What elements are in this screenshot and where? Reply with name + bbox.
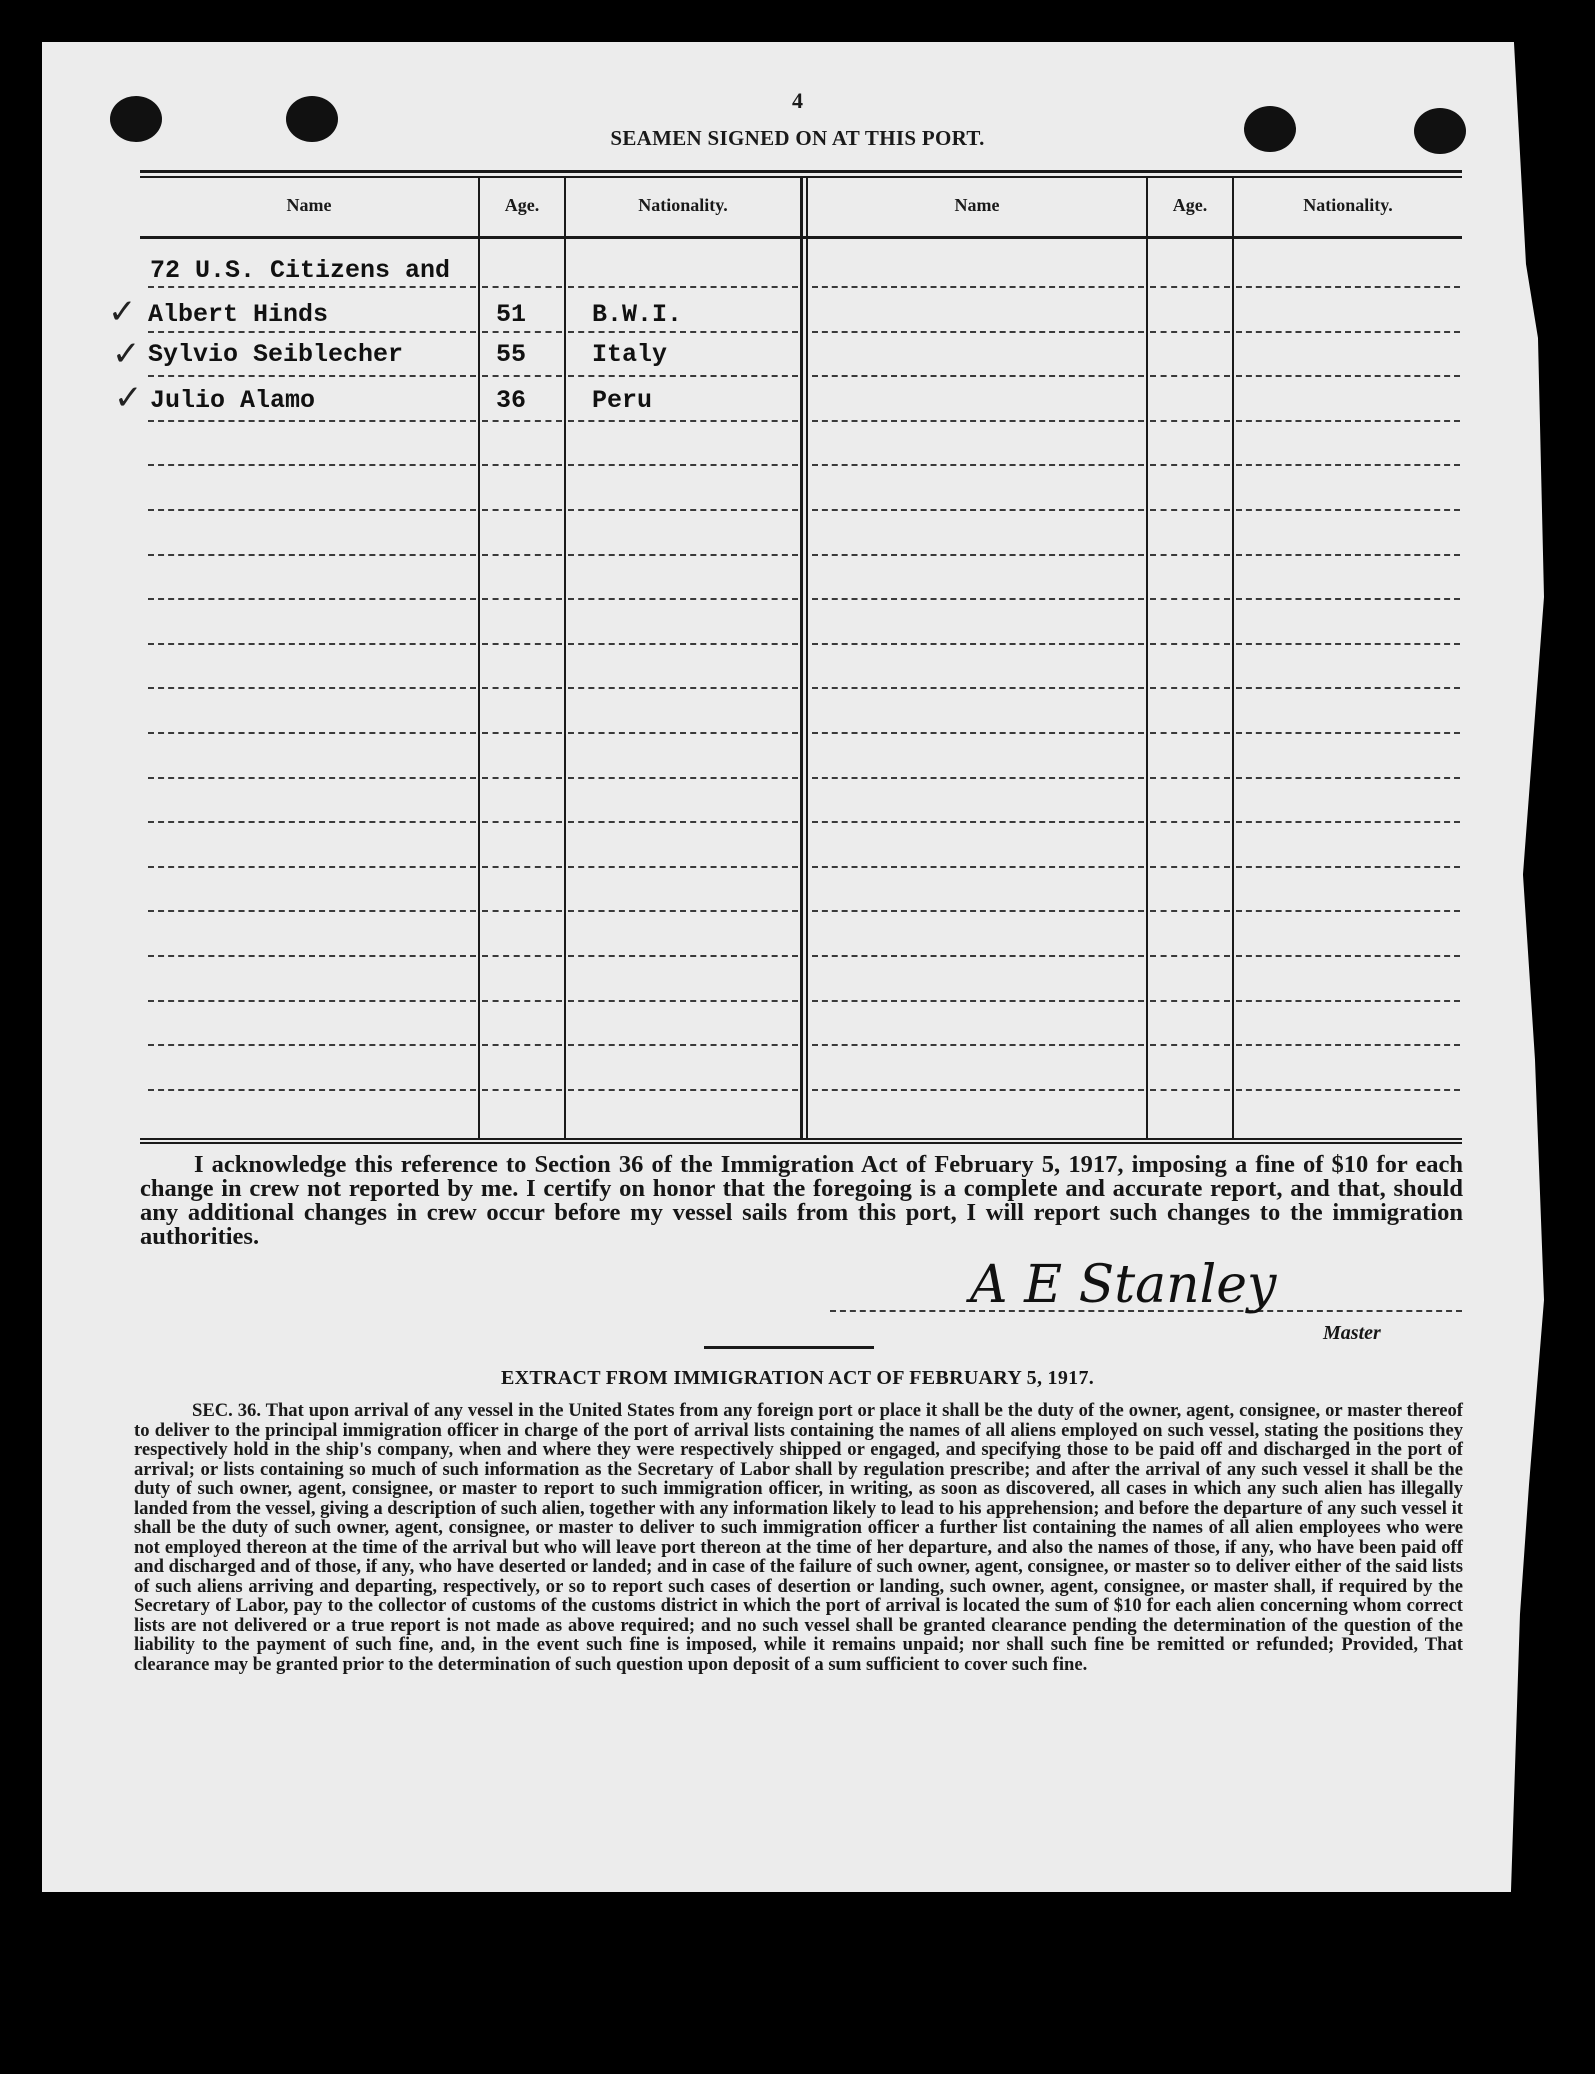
ruled-line xyxy=(148,777,476,779)
ruled-line xyxy=(482,1044,562,1046)
ruled-line xyxy=(568,286,798,288)
ruled-line xyxy=(1150,286,1230,288)
ruled-line xyxy=(148,732,476,734)
ruled-line xyxy=(1236,1089,1460,1091)
ruled-line xyxy=(568,420,798,422)
column-divider xyxy=(1146,176,1148,1138)
ruled-line xyxy=(482,598,562,600)
extract-paragraph: SEC. 36. That upon arrival of any vessel in the United States from any foreign port or place it shall be the duty of the owner, agent, consignee, or master thereof to deliver to the principal immigration officer in charge of the port of arrival lists containing the names of all aliens employed on such vessel, stating the positions they respectively hold in the ship's company, when and where they were respectively shipped or engaged, and specifying those to be paid off and discharged in the port of arrival; or lists containing so much of such information as the Secretary of Labor shall by regulation prescribe; and after the arrival of any such vessel it shall be the duty of such owner, agent, consignee, or master to report to such immigration officer, in writing, as soon as discovered, all cases in which any such alien has illegally landed from the vessel, giving a description of such alien, together with any information likely to lead to his apprehension; and before the departure of any such vessel it shall be the duty of such owner, agent, consignee, or master to deliver to such immigration officer a further list containing the names of all alien employees who were not employed thereon at the time of the arrival but who will leave port thereon at the time of her departure, and also the names of those, if any, who have been paid off and discharged and of those, if any, who have deserted or landed; and in case of the failure of such owner, agent, consignee, or master so to deliver either of the said lists of such aliens arriving and departing, respectively, or so to report such cases of desertion or landing, such owner, agent, consignee, or master shall, if required by the Secretary of Labor, pay to the collector of customs of the customs district in which the port of arrival is located the sum of $10 for each alien concerning whom correct lists are not delivered or a true report is not made as above required; and no such vessel shall be granted clearance pending the determination of the question of the liability to the payment of such fine, and, in the event such fine is imposed, while it remains unpaid; nor shall such fine be remitted or refunded; Provided, That clearance may be granted prior to the determination of such question upon deposit of a sum sufficient to cover such fine. xyxy=(134,1400,1463,1675)
ruled-line xyxy=(148,554,476,556)
ruled-line xyxy=(812,509,1144,511)
ruled-line xyxy=(148,1089,476,1091)
ruled-line xyxy=(148,1044,476,1046)
ruled-line xyxy=(148,821,476,823)
extract-text xyxy=(134,1401,1463,1674)
ruled-line xyxy=(1150,777,1230,779)
ruled-line xyxy=(1150,732,1230,734)
entry-name: Sylvio Seiblecher xyxy=(148,340,404,369)
entry-nationality: Italy xyxy=(592,340,668,369)
ruled-line xyxy=(148,687,476,689)
ruled-line xyxy=(148,910,476,912)
ruled-line xyxy=(812,1089,1144,1091)
entry-age: 55 xyxy=(496,340,527,369)
ruled-line xyxy=(568,375,798,377)
ruled-line xyxy=(812,420,1144,422)
ruled-line xyxy=(568,1044,798,1046)
ruled-line xyxy=(482,955,562,957)
acknowledgment-text xyxy=(140,1153,1463,1249)
ruled-line xyxy=(148,1000,476,1002)
ruled-line xyxy=(482,420,562,422)
ruled-line xyxy=(812,1044,1144,1046)
column-header-name: Name xyxy=(954,195,1000,215)
ruled-line xyxy=(568,554,798,556)
column-header-age: Age. xyxy=(504,195,540,215)
ruled-line xyxy=(1150,464,1230,466)
ruled-line xyxy=(482,1089,562,1091)
ruled-line xyxy=(1150,1000,1230,1002)
signature-role: Master xyxy=(1323,1322,1381,1344)
page-title: SEAMEN SIGNED ON AT THIS PORT. xyxy=(610,126,985,150)
ruled-line xyxy=(812,331,1144,333)
divider-rule xyxy=(704,1346,874,1349)
ruled-line xyxy=(812,955,1144,957)
ruled-line xyxy=(1150,554,1230,556)
ruled-line xyxy=(482,866,562,868)
entry-name: Julio Alamo xyxy=(150,386,316,415)
ruled-line xyxy=(1236,821,1460,823)
center-divider xyxy=(800,176,803,1138)
ruled-line xyxy=(568,509,798,511)
ruled-line xyxy=(482,687,562,689)
ruled-line xyxy=(568,1000,798,1002)
ruled-line xyxy=(1150,331,1230,333)
ruled-line xyxy=(568,331,798,333)
ruled-line xyxy=(568,643,798,645)
ruled-line xyxy=(482,1000,562,1002)
ruled-line xyxy=(482,910,562,912)
ruled-line xyxy=(812,643,1144,645)
ruled-line xyxy=(482,464,562,466)
ruled-line xyxy=(812,866,1144,868)
column-divider xyxy=(564,176,566,1138)
ruled-line xyxy=(568,732,798,734)
ruled-line xyxy=(482,777,562,779)
column-header-age: Age. xyxy=(1172,195,1208,215)
entry-name: Albert Hinds xyxy=(148,300,329,329)
entry-nationality: Peru xyxy=(592,386,653,415)
ruled-line xyxy=(568,464,798,466)
ruled-line xyxy=(1236,777,1460,779)
ruled-line xyxy=(148,420,476,422)
ruled-line xyxy=(812,821,1144,823)
table-bottom-rule-inner xyxy=(140,1142,1462,1144)
ruled-line xyxy=(1150,375,1230,377)
ruled-line xyxy=(148,375,476,377)
ruled-line xyxy=(482,509,562,511)
ruled-line xyxy=(812,286,1144,288)
ruled-line xyxy=(1236,687,1460,689)
ruled-line xyxy=(568,777,798,779)
ruled-line xyxy=(568,687,798,689)
ruled-line xyxy=(812,687,1144,689)
ruled-line xyxy=(482,554,562,556)
ruled-line xyxy=(812,910,1144,912)
ruled-line xyxy=(482,643,562,645)
ruled-line xyxy=(148,598,476,600)
ruled-line xyxy=(812,464,1144,466)
ruled-line xyxy=(1150,1089,1230,1091)
ruled-line xyxy=(1236,732,1460,734)
ruled-line xyxy=(1150,687,1230,689)
ruled-line xyxy=(1236,955,1460,957)
ruled-line xyxy=(568,955,798,957)
ruled-line xyxy=(1150,598,1230,600)
entry-age: 36 xyxy=(496,386,527,415)
ruled-line xyxy=(1236,464,1460,466)
ruled-line xyxy=(1236,1000,1460,1002)
center-divider xyxy=(806,176,808,1138)
ruled-line xyxy=(1236,286,1460,288)
ruled-line xyxy=(148,286,476,288)
signature: A E Stanley xyxy=(970,1255,1277,1315)
ruled-line xyxy=(1150,866,1230,868)
extract-title: EXTRACT FROM IMMIGRATION ACT OF FEBRUARY 5, 1917. xyxy=(500,1367,1095,1389)
ruled-line xyxy=(1236,1044,1460,1046)
ruled-line xyxy=(568,910,798,912)
ruled-line xyxy=(812,732,1144,734)
ruled-line xyxy=(1236,643,1460,645)
ruled-line xyxy=(812,1000,1144,1002)
ruled-line xyxy=(148,464,476,466)
table-top-rule xyxy=(140,170,1462,173)
check-mark: ✓ xyxy=(108,292,137,332)
ruled-line xyxy=(148,509,476,511)
ruled-line xyxy=(1236,420,1460,422)
column-header-nationality: Nationality. xyxy=(1303,195,1393,215)
ruled-line xyxy=(1236,375,1460,377)
ruled-line xyxy=(1150,509,1230,511)
ruled-line xyxy=(1150,643,1230,645)
ruled-line xyxy=(812,777,1144,779)
table-bottom-rule xyxy=(140,1138,1462,1140)
column-divider xyxy=(1232,176,1234,1138)
ruled-line xyxy=(1236,866,1460,868)
check-mark: ✓ xyxy=(112,334,141,374)
ruled-line xyxy=(482,331,562,333)
column-divider xyxy=(478,176,480,1138)
ruled-line xyxy=(1236,910,1460,912)
ruled-line xyxy=(482,821,562,823)
ruled-line xyxy=(568,1089,798,1091)
entry-name: 72 U.S. Citizens and xyxy=(150,256,451,285)
ruled-line xyxy=(482,732,562,734)
ruled-line xyxy=(1236,598,1460,600)
ruled-line xyxy=(1150,955,1230,957)
ruled-line xyxy=(482,286,562,288)
ruled-line xyxy=(1150,821,1230,823)
ruled-line xyxy=(1150,910,1230,912)
column-header-name: Name xyxy=(286,195,332,215)
entry-nationality: B.W.I. xyxy=(592,300,683,329)
ruled-line xyxy=(148,955,476,957)
ruled-line xyxy=(1236,331,1460,333)
ruled-line xyxy=(1150,1044,1230,1046)
column-header-nationality: Nationality. xyxy=(638,195,728,215)
ruled-line xyxy=(568,598,798,600)
ruled-line xyxy=(148,866,476,868)
ruled-line xyxy=(482,375,562,377)
acknowledgment-paragraph: I acknowledge this reference to Section 36 of the Immigration Act of February 5, 1917, imposing a fine of $10 for each change in crew not reported by me. I certify on honor that the foregoing is a complete and accurate report, and that, should any additional changes in crew occur before my vessel sails from this port, I will report such changes to the immigration authorities. xyxy=(140,1151,1463,1250)
ruled-line xyxy=(148,643,476,645)
ruled-line xyxy=(568,866,798,868)
ruled-line xyxy=(1150,420,1230,422)
ruled-line xyxy=(568,821,798,823)
ruled-line xyxy=(1236,509,1460,511)
ruled-line xyxy=(1236,554,1460,556)
check-mark: ✓ xyxy=(114,378,143,418)
ruled-line xyxy=(812,375,1144,377)
ruled-line xyxy=(148,331,476,333)
ruled-line xyxy=(812,598,1144,600)
page-number: 4 xyxy=(792,88,803,113)
entry-age: 51 xyxy=(496,300,527,329)
ruled-line xyxy=(812,554,1144,556)
